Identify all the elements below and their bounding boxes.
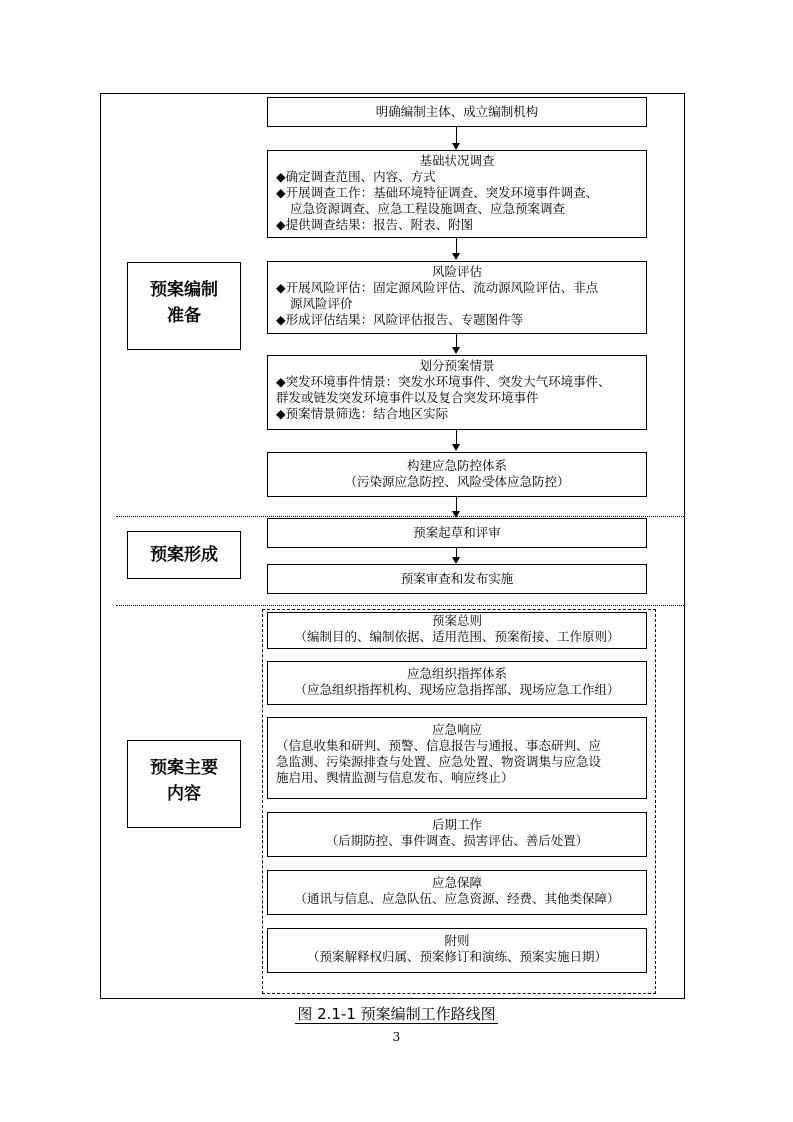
content-title: 附则 <box>444 933 470 948</box>
content-line: （编制目的、编制依据、适用范围、预案衔接、工作原则） <box>294 629 620 644</box>
arrow-down-icon <box>452 347 460 354</box>
connector-line <box>456 333 457 348</box>
stage-label-form <box>127 531 241 579</box>
arrow-down-icon <box>452 143 460 150</box>
connector-line <box>456 126 457 144</box>
stage-separator <box>116 516 684 517</box>
content-box-general <box>267 612 647 649</box>
step-box-scenario <box>267 355 647 430</box>
step-title: 构建应急防控体系 <box>406 458 507 473</box>
step-box-draft <box>267 518 647 548</box>
arrow-down-icon <box>452 444 460 451</box>
stage-label-line: 预案形成 <box>150 545 218 565</box>
content-box-response <box>267 717 647 799</box>
content-box-support <box>267 870 647 915</box>
step-box-publish <box>267 564 647 594</box>
content-line: （应急组织指挥机构、现场应急指挥部、现场应急工作组） <box>294 682 620 697</box>
content-line: （通讯与信息、应急队伍、应急资源、经费、其他类保障） <box>294 891 620 906</box>
content-line: 急监测、污染源排查与处置、应急处置、物资调集与应急设 <box>276 754 602 769</box>
content-title: 后期工作 <box>431 817 482 832</box>
content-box-command <box>267 661 647 705</box>
stage-separator <box>116 605 684 606</box>
stage-label-line: 准备 <box>167 306 201 326</box>
arrow-down-icon <box>452 557 460 564</box>
content-line: 施启用、舆情监测与信息发布、响应终止） <box>276 770 514 785</box>
step-item: ◆提供调查结果：报告、附表、附图 <box>276 217 474 232</box>
step-item: 应急资源调查、应急工程设施调查、应急预案调查 <box>290 201 566 216</box>
connector-line <box>456 429 457 445</box>
content-line: （预案解释权归属、预案修订和演练、预案实施日期） <box>306 949 607 964</box>
step-item: ◆形成评估结果：风险评估报告、专题图件等 <box>276 312 524 327</box>
content-box-appendix <box>267 928 647 973</box>
step-item: ◆突发环境事件情景：突发水环境事件、突发大气环境事件、 <box>276 374 611 389</box>
step-box-establish <box>267 97 647 127</box>
step-text: 预案起草和评审 <box>413 525 501 540</box>
step-text: 明确编制主体、成立编制机构 <box>375 104 539 119</box>
step-text: 预案审查和发布实施 <box>400 571 514 586</box>
content-box-aftermath <box>267 812 647 857</box>
step-title: 风险评估 <box>431 264 482 279</box>
arrow-down-icon <box>452 253 460 260</box>
content-line: （信息收集和研判、预警、信息报告与通报、事态研判、应 <box>276 738 602 753</box>
content-title: 应急保障 <box>431 875 482 890</box>
stage-label-main <box>127 740 241 828</box>
page-number: 3 <box>392 1030 401 1044</box>
connector-line <box>456 496 457 512</box>
step-item: ◆确定调查范围、内容、方式 <box>276 169 436 184</box>
step-item: ◆开展风险评估：固定源风险评估、流动源风险评估、非点 <box>276 280 599 295</box>
step-item: 群发或链发突发环境事件以及复合突发环境事件 <box>276 390 539 405</box>
stage-label-line: 预案编制 <box>150 280 218 300</box>
step-box-prevention <box>267 452 647 497</box>
stage-label-prep <box>127 262 241 350</box>
connector-line <box>456 237 457 254</box>
step-title: 基础状况调查 <box>419 153 495 168</box>
step-item: ◆开展调查工作：基础环境特征调查、突发环境事件调查、 <box>276 185 599 200</box>
step-item: ◆预案情景筛选：结合地区实际 <box>276 406 449 421</box>
content-title: 应急响应 <box>431 722 482 737</box>
stage-label-line: 预案主要 <box>150 758 218 778</box>
step-box-risk <box>267 261 647 334</box>
step-box-survey <box>267 150 647 238</box>
step-item: 源风险评价 <box>290 296 353 311</box>
step-title: 划分预案情景 <box>419 358 495 373</box>
content-title: 预案总则 <box>431 613 482 628</box>
figure-caption-text: 图 2.1-1 预案编制工作路线图 <box>297 1005 496 1023</box>
figure-caption <box>0 1003 793 1024</box>
stage-label-line: 内容 <box>167 784 201 804</box>
step-detail: （污染源应急防控、风险受体应急防控） <box>344 474 570 489</box>
content-line: （后期防控、事件调查、损害评估、善后处置） <box>325 833 589 848</box>
content-title: 应急组织指挥体系 <box>406 666 507 681</box>
